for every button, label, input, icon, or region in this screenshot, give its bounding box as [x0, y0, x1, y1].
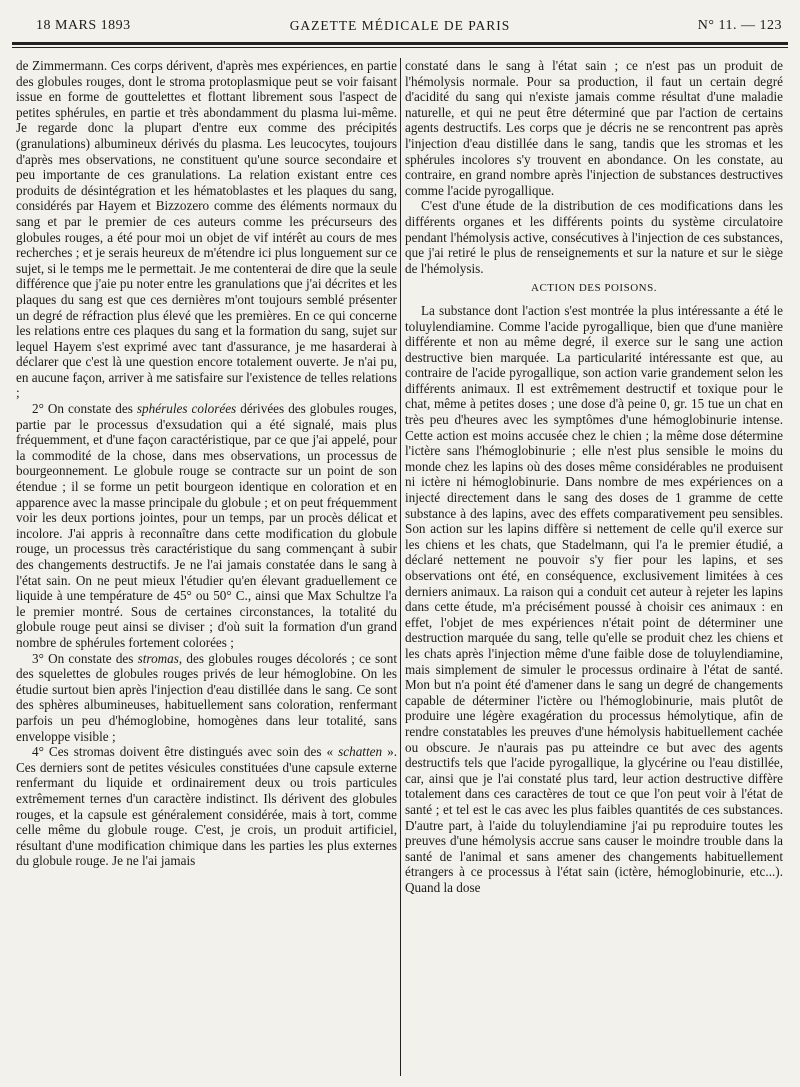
- paragraph: [16, 744, 397, 869]
- text-run: 4° Ces stromas doivent être distingués avec soin des «: [32, 744, 339, 760]
- page-header: [14, 14, 786, 36]
- paragraph: C'est d'une étude de la distribution de ces modifications dans les différents organes et les différents points du système circulatoire pendant l'hémolysis active, consécutives à l'injection de ces substances, que j'ai retiré le plus de renseignements et sur la nature et sur le siège de l'hémolysis.: [405, 198, 783, 276]
- paragraph: de Zimmermann. Ces corps dérivent, d'après mes expériences, en partie des globules rouges, dont le stroma protoplasmique peut se voir faisant issue en forme de gouttelettes et flottant librement sous l'aspect de petites sphérules, en partie et très abondamment du plasma lui-même. Je regarde donc la plupart d'entre eux comme des précipités (granulations) albumineux dérivés du plasma. Les leucocytes, toujours d'après mes observations, ne constituent qu'une source secondaire et peu importante de ces granulations. La relation existant entre ces produits de désintégration et les hématoblastes et les plaques du sang, considérés par Hayem et Bizzozero comme des éléments normaux du sang et par le premier de ces auteurs comme les précurseurs des globules rouges, a été pour moi un objet de vif intérêt au cours de mes recherches ; et je serais heureux de m'étendre ici plus longuement sur ce sujet, si le temps me le permettait. Je me contenterai de dire que la seule différence que j'aie pu noter entre les granulations que j'ai décrites et les plaques du sang est que ces dernières m'ont toujours semblé présenter un degré de réfraction plus élevé que les premières. En ce qui concerne les relations entre ces plaques du sang et la formation du sang, sujet sur lequel Hayem s'est exprimé avec tant d'assurance, je me hasarderai à déclarer que c'est là une question encore totalement ouverte. Je n'ai pu, en aucune façon, arriver à me satisfaire sur l'existence de telles relations ;: [16, 58, 397, 401]
- emphasis: schatten: [338, 744, 383, 760]
- paragraph: [16, 651, 397, 745]
- page-number: N° 11. — 123: [697, 18, 782, 33]
- section-title: ACTION DES POISONS.: [531, 282, 657, 295]
- paragraph: constaté dans le sang à l'état sain ; ce n'est pas un produit de l'hémolysis normale. Pour sa production, il faut un certain degré d'acidité du sang qui n'existe jamais comme résultat d'une maladie naturelle, et qui ne peut être déterminé que par l'action de certains agents destructifs. Les corps que je décris ne se rencontrent pas après l'injection d'eau distillée dans le sang, tandis que les stromas et les sphérules incolores s'y trouvent en abondance. On les constate, au contraire, en grand nombre après l'injection de substances destructives comme l'acide pyrogallique.: [405, 58, 783, 198]
- left-column: [16, 58, 397, 869]
- emphasis: stromas: [137, 650, 179, 666]
- journal-title: GAZETTE MÉDICALE DE PARIS: [289, 18, 511, 33]
- text-run: 2° On constate des: [32, 401, 137, 417]
- issue-date: 18 MARS 1893: [36, 18, 131, 33]
- column-divider: [400, 58, 401, 1076]
- paragraph: La substance dont l'action s'est montrée la plus intéressante a été le toluylendiamine. Comme l'acide pyrogallique, bien que d'une manière différente et non au même degré, il exerce sur le sang une action destructive bien marquée. La particularité intéressante est que, au contraire de l'acide pyrogallique, son action varie grandement selon les différents animaux. Il est extrêmement destructif et toxique pour le chat, même à petites doses ; une dose d'à peine 0, gr. 15 tue un chat en très peu d'heures avec les symptômes d'une hémoglobinurie intense. Cette action est moins accusée chez le chien ; la même dose détermine l'ictère sans l'hémoglobinurie ; elle n'est plus sensible le moins du monde chez les lapins où des doses même considérables ne produisent ni ictère ni hémoglobinurie. Dans nombre de mes expériences on a injecté directement dans le sang des doses de 1 gramme de cette substance à des lapins, avec des effets comparativement peu sensibles. Son action sur les lapins diffère si nettement de celle qu'il exerce sur les chiens et les chats, que Stadelmann, qui l'a le premier étudié, a déclaré nettement ne pouvoir s'y fier pour les lapins, et ses observations ont été, en conséquence, exclusivement limitées à ces derniers animaux. La raison qui a conduit cet auteur à rejeter les lapins dans cette étude, m'a précisément poussé à choisir ces animaux : en effet, l'objet de mes expériences n'était point de déterminer une destruction marquée du sang, telle qu'elle se produit chez les chiens et les chats après l'injection même d'une faible dose de toluylendiamine, mais simplement de simuler le processus ordinaire à l'état de santé. Mon but n'a point été d'amener dans le sang un degré de changements capable de déterminer l'ictère ou l'hémoglobinurie, mais plutôt de produire une légère exagération du processus hémolytique, afin de rendre constatables les preuves d'une hémolysis habituellement cachée ou obscure. Je n'aurais pas pu atteindre ce but avec des agents destructifs tels que l'acide pyrogallique, la glycérine ou l'eau distillée, car, ainsi que je l'ai constaté plus tard, leur action destructive diffère totalement dans ces caractères de tout ce que l'on peut voir à l'état de santé ; et tel est le cas avec les plus faibles quantités de ces substances. D'autre part, à l'aide du toluylendiamine j'ai pu reproduire toutes les preuves d'une hémolysis accrue sans causer le moindre trouble dans la santé de l'animal et sans amener des changements habituellement étrangers à ce processus à l'état sain (ictère, hémoglobinurie, etc...). Quand la dose: [405, 302, 783, 895]
- header-rule-thin: [12, 47, 788, 48]
- right-column: [405, 58, 783, 895]
- text-run: dérivées des globules rouges, partie par le processus d'exsudation qui a été signalé, mais plus fréquemment, et d'une façon caractéristique, par ce que j'ai appelé, pour la commodité de la chose, dans mes observations, un processus de bourgeonnement. Le globule rouge se contracte sur un point de son étendue ; il se forme un petit bourgeon identique en coloration et en apparence avec la masse principale du globule ; et on peut fréquemment voir les deux portions jointes, pour un temps, par un procès délicat et incolore. J'ai appris à reconnaître dans cette modification du globule rouge, un processus très caractéristique du sang commençant à subir des changements destructifs. Je ne l'ai jamais constatée dans le sang à l'état sain. On ne peut mieux l'étudier qu'en élevant graduellement ce liquide à une température de 45° ou 50° C., ainsi que Max Schultze l'a le premier montré. Sous de certaines circonstances, la totalité du globule rouge peut ainsi se diviser ; d'où suit la formation d'un grand nombre de sphérules fortement colorées ;: [16, 401, 397, 650]
- text-run: , des globules rouges décolorés ; ce sont des squelettes de globules rouges privés de leur hémoglobine. On les étudie surtout bien après l'injection d'eau distillée dans le sang. Ce sont des sphères albumineuses, habituellement sans coloration, renfermant parfois un peu d'hémoglobine, homogènes dans leur totalité, sans enveloppe visible ;: [16, 650, 397, 744]
- emphasis: sphérules colorées: [136, 401, 237, 417]
- text-run: ». Ces derniers sont de petites vésicules constituées d'une capsule externe renfermant du liquide et ordinairement deux ou trois particules extrêmement ternes d'un caractère indistinct. Ils dérivent des globules rouges, et la capsule est généralement considérée, mais à tort, comme celle même du globule rouge. C'est, je crois, un produit artificiel, résultant d'une modification chimique dans les parties les plus externes du globule rouge. Je ne l'ai jamais: [16, 744, 398, 869]
- text-run: 3° On constate des: [32, 650, 138, 666]
- paragraph: [16, 401, 397, 651]
- header-rule-thick: [12, 42, 788, 45]
